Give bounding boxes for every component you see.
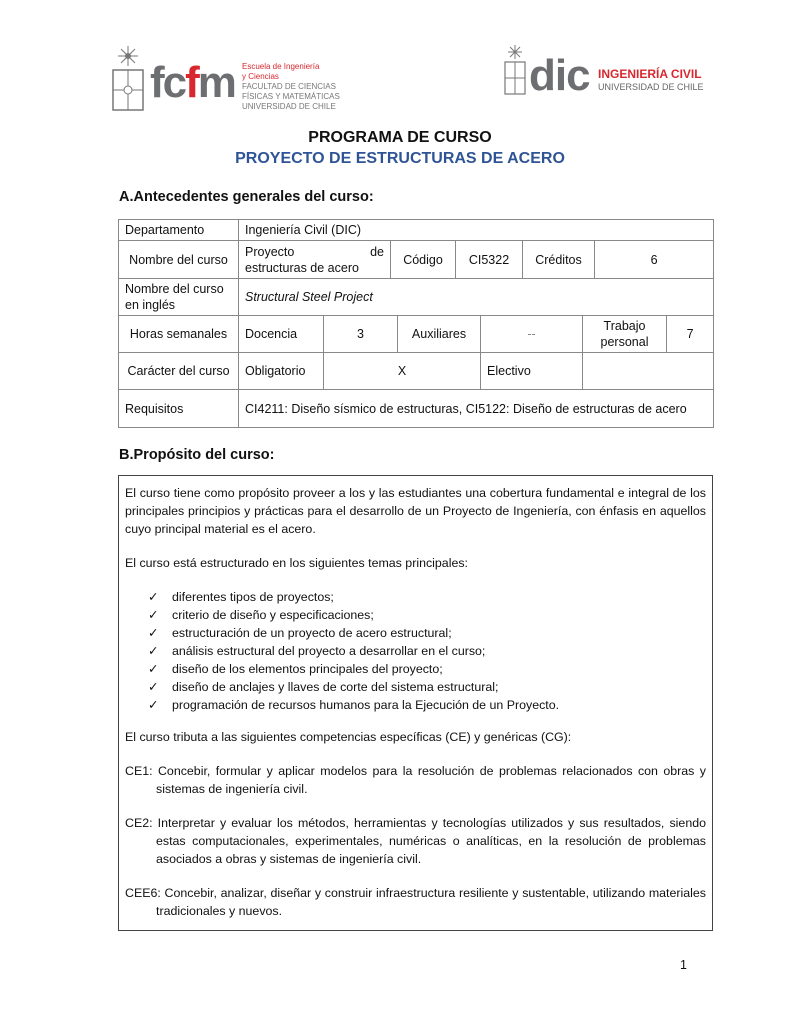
competency-item: CEE6: Concebir, analizar, diseñar y construir infraestructura resiliente y sustentable, utilizando materiales tradicionales y nuevos. — [125, 886, 706, 918]
electivo-value — [583, 353, 714, 390]
list-item: ✓ diferentes tipos de proyectos; — [148, 590, 334, 604]
table-row — [119, 353, 714, 390]
checkmark-icon: ✓ — [148, 662, 159, 676]
docencia-value: 3 — [324, 316, 398, 353]
competencies-intro: El curso tributa a las siguientes competencias específicas (CE) y genéricas (CG): — [125, 730, 572, 744]
trabajo-value: 7 — [667, 316, 714, 353]
docencia-label: Docencia — [239, 316, 324, 353]
departamento-value: Ingeniería Civil (DIC) — [239, 220, 714, 241]
horas-label: Horas semanales — [119, 316, 239, 353]
departamento-label: Departamento — [119, 220, 239, 241]
list-item: ✓ programación de recursos humanos para la Ejecución de un Proyecto. — [148, 698, 560, 712]
purpose-paragraph: El curso tiene como propósito proveer a los y las estudiantes una cobertura fundamental e integral de los principales principios y prácticas para el desarrollo de un Proyecto de Ingeniería, con énfasis en aquellos cuyo principal material es el acero. — [125, 486, 706, 536]
caracter-label: Carácter del curso — [119, 353, 239, 390]
list-item: ✓ diseño de anclajes y llaves de corte del sistema estructural; — [148, 680, 499, 694]
page-number: 1 — [680, 958, 687, 972]
checkmark-icon: ✓ — [148, 608, 159, 622]
creditos-value: 6 — [595, 241, 714, 279]
requisitos-label: Requisitos — [119, 390, 239, 428]
checkmark-icon: ✓ — [148, 680, 159, 694]
course-title: PROYECTO DE ESTRUCTURAS DE ACERO — [235, 150, 565, 167]
fcfm-tagline: Escuela de Ingeniería y Ciencias FACULTAD DE CIENCIAS FÍSICAS Y MATEMÁTICAS UNIVERSIDAD DE CHILE — [242, 62, 340, 111]
dic-wordmark: dic — [529, 51, 590, 100]
requisitos-value: CI4211: Diseño sísmico de estructuras, CI5122: Diseño de estructuras de acero — [239, 390, 714, 428]
competency-item: CE2: Interpretar y evaluar los métodos, herramientas y tecnologías utilizados y sus resultados, siendo estas computacionales, experimentales, numéricas o analíticas, en la resolución de problemas asociados a obras y sistemas de ingeniería civil. — [125, 816, 706, 866]
nombre-label: Nombre del curso — [119, 241, 239, 279]
creditos-label: Créditos — [523, 241, 595, 279]
list-item: ✓ criterio de diseño y especificaciones; — [148, 608, 374, 622]
obligatorio-value: X — [324, 353, 481, 390]
checkmark-icon: ✓ — [148, 644, 159, 658]
codigo-label: Código — [391, 241, 456, 279]
dic-tagline: INGENIERÍA CIVIL UNIVERSIDAD DE CHILE — [598, 67, 704, 92]
document-title: PROGRAMA DE CURSO — [308, 129, 492, 146]
obligatorio-label: Obligatorio — [239, 353, 324, 390]
list-item: ✓ análisis estructural del proyecto a desarrollar en el curso; — [148, 644, 486, 658]
table-row — [119, 220, 714, 241]
checkmark-icon: ✓ — [148, 590, 159, 604]
university-crest-icon — [503, 44, 527, 96]
course-info-table — [118, 219, 714, 428]
auxiliares-label: Auxiliares — [398, 316, 481, 353]
topics-list — [125, 588, 706, 714]
list-item: ✓ diseño de los elementos principales del proyecto; — [148, 662, 443, 676]
ingles-label: Nombre del curso en inglés — [119, 279, 239, 316]
auxiliares-value: -- — [481, 316, 583, 353]
competency-item: CE1: Concebir, formular y aplicar modelos para la resolución de problemas relacionados con obras y sistemas de ingeniería civil. — [125, 764, 706, 796]
university-crest-icon — [110, 44, 146, 114]
table-row — [119, 316, 714, 353]
checkmark-icon: ✓ — [148, 626, 159, 640]
purpose-box — [118, 475, 713, 931]
table-row — [119, 390, 714, 428]
ingles-value: Structural Steel Project — [239, 279, 714, 316]
section-b-heading: B.Propósito del curso: — [119, 447, 275, 463]
electivo-label: Electivo — [481, 353, 583, 390]
nombre-value: Proyecto de estructuras de acero — [239, 241, 391, 279]
trabajo-label: Trabajo personal — [583, 316, 667, 353]
fcfm-wordmark: fcfm — [150, 58, 235, 107]
topics-intro: El curso está estructurado en los siguientes temas principales: — [125, 556, 468, 570]
list-item: ✓ estructuración de un proyecto de acero estructural; — [148, 626, 452, 640]
table-row — [119, 241, 714, 279]
checkmark-icon: ✓ — [148, 698, 159, 712]
table-row — [119, 279, 714, 316]
document-body — [118, 187, 713, 973]
codigo-value: CI5322 — [456, 241, 523, 279]
section-a-heading: A.Antecedentes generales del curso: — [119, 189, 374, 205]
